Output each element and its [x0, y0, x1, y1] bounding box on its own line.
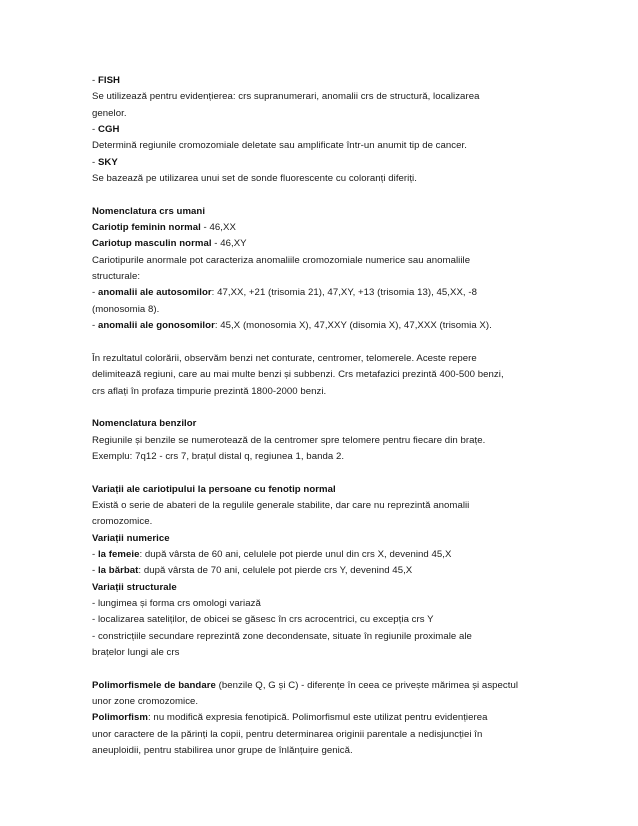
gonosomi-label: anomalii ale gonosomilor — [97, 320, 215, 332]
bullet-prefix: - — [92, 320, 98, 332]
polimorfisme-text: (benzile Q, G și C) - diferențe în ceea ce privește mărimea și aspectul — [215, 679, 519, 691]
variatii-text-line: cromozomice. — [92, 516, 153, 528]
polimorfisme-heading: Polimorfismele de bandare — [92, 679, 216, 691]
colorare-text-line: crs aflați în profaza timpurie prezintă 1800-2000 benzi. — [92, 385, 327, 397]
sky-text-line: Se bazează pe utilizarea unui set de sonde fluorescente cu coloranți diferiți. — [92, 173, 417, 185]
section-heading: Nomenclatura crs umani — [92, 205, 206, 217]
paragraph-gap — [92, 187, 562, 203]
femeie-text: : după vârsta de 60 ani, celulele pot pierde unul din crs X, devenind 45,X — [139, 548, 452, 560]
fish-text-line: genelor. — [92, 107, 127, 119]
bullet-prefix: - — [92, 565, 98, 577]
autosomi-text-line: (monosomia 8). — [92, 303, 160, 315]
femeie-line — [92, 547, 562, 563]
colorare-text-line: delimitează regiuni, care au mai multe benzi și subbenzi. Crs metafazici prezintă 400-500 benzi, — [92, 369, 504, 381]
intro-text-line: Cariotipurile anormale pot caracteriza anomaliile cromozomiale numerice sau anomaliile — [92, 254, 471, 266]
benzi-text-line: Regiunile și benzile se numerotează de la centromer spre telomere pentru fiecare din brațe. — [92, 434, 486, 446]
cgh-heading — [92, 122, 562, 138]
paragraph-gap — [92, 465, 562, 481]
cariotip-masculin-value: - 46,XY — [211, 238, 247, 250]
polimorfism-text-line: unor caractere de la părinți la copii, pentru determinarea originii parentale a nedisjuncției în — [92, 728, 483, 740]
variatii-heading — [92, 482, 562, 498]
fish-text-line: Se utilizează pentru evidențierea: crs supranumerari, anomalii crs de structură, localizarea — [92, 91, 480, 103]
paragraph-gap — [92, 400, 562, 416]
polimorfisme-line — [92, 678, 562, 694]
sky-title: SKY — [97, 156, 118, 168]
document-page — [92, 73, 562, 759]
nomenclatura-benzi-heading — [92, 416, 562, 432]
cgh-title: CGH — [97, 124, 120, 136]
polimorfism-text: : nu modifică expresia fenotipică. Polimorfismul este utilizat pentru evidențierea — [148, 712, 488, 724]
subsection-heading: Variații structurale — [92, 581, 177, 593]
gonosomi-text: : 45,X (monosomia X), 47,XXY (disomia X), 47,XXX (trisomia X). — [214, 320, 492, 332]
benzi-text-line: Exemplu: 7q12 - crs 7, brațul distal q, regiunea 1, banda 2. — [92, 450, 345, 462]
nomenclatura-crs-heading — [92, 204, 562, 220]
bullet-prefix: - — [92, 124, 98, 136]
cgh-text-line: Determină regiunile cromozomiale deletate sau amplificate într-un anumit tip de cancer. — [92, 140, 467, 152]
autosomi-label: anomalii ale autosomilor — [97, 287, 212, 299]
barbat-text: : după vârsta de 70 ani, celulele pot pierde crs Y, devenind 45,X — [138, 565, 413, 577]
femeie-label: la femeie — [97, 548, 140, 560]
structurale-item: - constricțiile secundare reprezintă zone decondensate, situate în regiunile proximale ale — [92, 630, 472, 642]
bullet-prefix: - — [92, 548, 98, 560]
polimorfisme-text-line: unor zone cromozomice. — [92, 696, 199, 708]
fish-heading — [92, 73, 562, 89]
gonosomi-line — [92, 318, 562, 334]
subsection-heading: Variații numerice — [92, 532, 170, 544]
variatii-text-line: Există o serie de abateri de la regulile generale stabilite, dar care nu reprezintă anomalii — [92, 499, 470, 511]
polimorfism-line — [92, 710, 562, 726]
fish-title: FISH — [97, 75, 121, 86]
sky-heading — [92, 155, 562, 171]
section-heading: Variații ale cariotipului la persoane cu fenotip normal — [92, 483, 336, 495]
structurale-item: - localizarea sateliților, de obicei se găsesc în crs acrocentrici, cu excepția crs Y — [92, 614, 434, 626]
structurale-item-continuation: brațelor lungi ale crs — [92, 647, 180, 659]
bullet-prefix: - — [92, 75, 98, 86]
variatii-structurale-heading — [92, 580, 562, 596]
cariotip-masculin-label: Cariotup masculin normal — [92, 238, 212, 250]
barbat-label: la bărbat — [97, 565, 139, 577]
paragraph-gap — [92, 335, 562, 351]
cariotip-feminin-line — [92, 220, 562, 236]
polimorfism-text-line: aneuploidii, pentru stabilirea unor grupe de înlănțuire genică. — [92, 745, 353, 757]
structurale-item: - lungimea și forma crs omologi variază — [92, 598, 261, 609]
paragraph-gap — [92, 661, 562, 677]
cariotip-feminin-label: Cariotip feminin normal — [92, 222, 201, 234]
polimorfism-label: Polimorfism — [92, 712, 148, 724]
cariotip-masculin-line — [92, 236, 562, 252]
autosomi-line — [92, 285, 562, 301]
bullet-prefix: - — [92, 287, 98, 299]
bullet-prefix: - — [92, 156, 98, 168]
intro-text-line: structurale: — [92, 271, 141, 283]
colorare-text-line: În rezultatul colorării, observăm benzi net conturate, centromer, telomerele. Aceste repere — [92, 352, 477, 364]
cariotip-feminin-value: - 46,XX — [200, 222, 236, 234]
section-heading: Nomenclatura benzilor — [92, 418, 197, 430]
variatii-numerice-heading — [92, 531, 562, 547]
barbat-line — [92, 563, 562, 579]
autosomi-text: : 47,XX, +21 (trisomia 21), 47,XY, +13 (trisomia 13), 45,XX, -8 — [211, 287, 477, 299]
